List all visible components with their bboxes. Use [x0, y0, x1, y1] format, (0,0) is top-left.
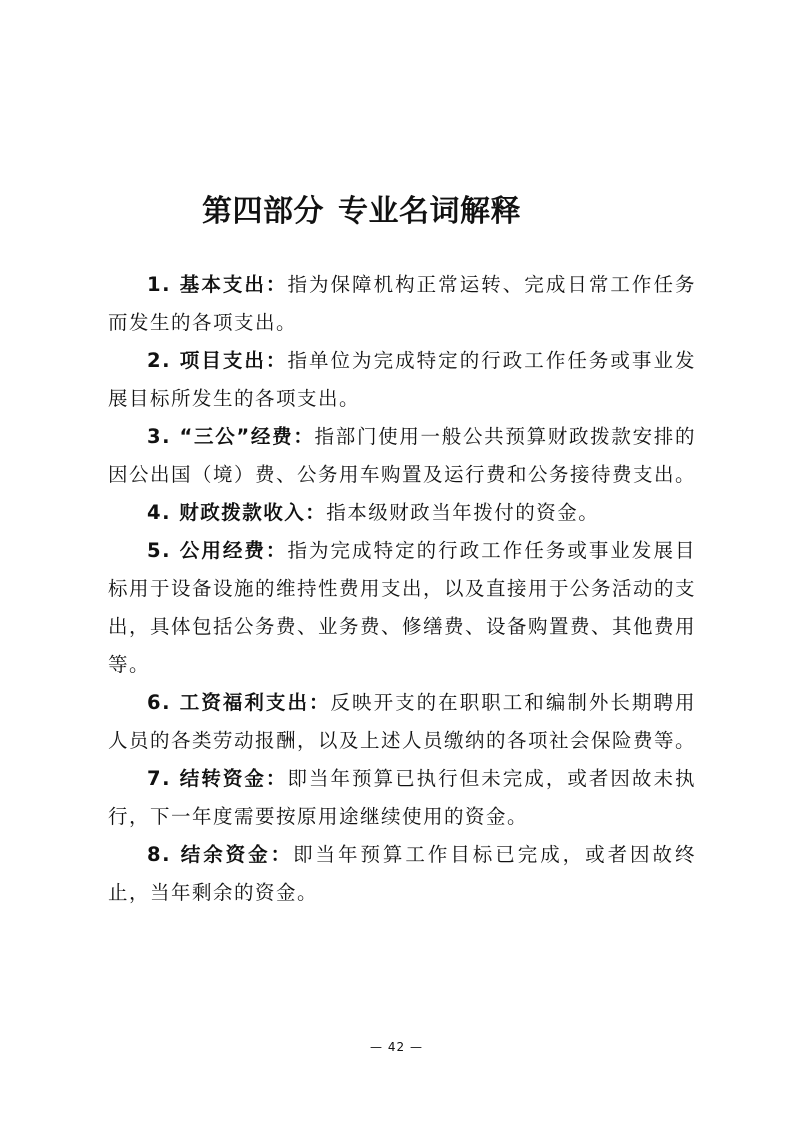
- definition-text: 指本级财政当年拨付的资金。: [326, 501, 600, 524]
- definition-term: 7. 结转资金：: [147, 767, 288, 790]
- definition-term: 1. 基本支出：: [147, 273, 288, 296]
- page-number: — 42 —: [370, 1040, 423, 1054]
- definition-term: 8. 结余资金：: [147, 843, 294, 866]
- title-subject: 专业名词解释: [338, 194, 521, 230]
- definition-item: [108, 532, 696, 684]
- definition-term: 6. 工资福利支出：: [147, 691, 331, 714]
- definition-text: 指为完成特定的行政工作任务或事业发展目标用于设备设施的维持性费用支出，以及直接用于公务活动的支出，具体包括公务费、业务费、修缮费、设备购置费、其他费用等。: [108, 539, 697, 676]
- page-title: [202, 186, 521, 230]
- definition-item: [108, 342, 696, 418]
- definition-item: [108, 760, 696, 836]
- definition-item: [108, 266, 696, 342]
- definition-text: 指为保障机构正常运转、完成日常工作任务而发生的各项支出。: [108, 273, 696, 334]
- definition-text: 即当年预算工作目标已完成，或者因故终止，当年剩余的资金。: [108, 843, 696, 904]
- definition-text: 指部门使用一般公共预算财政拨款安排的因公出国（境）费、公务用车购置及运行费和公务接待费支出。: [108, 425, 697, 486]
- definition-item: [108, 418, 696, 494]
- definition-item: [108, 494, 696, 532]
- definition-term: 3. “三公”经费：: [147, 425, 315, 448]
- definition-term: 5. 公用经费：: [147, 539, 288, 562]
- definition-item: [108, 836, 696, 912]
- definition-term: 4. 财政拨款收入：: [147, 501, 327, 524]
- definition-item: [108, 684, 696, 760]
- definition-text: 反映开支的在职职工和编制外长期聘用人员的各类劳动报酬，以及上述人员缴纳的各项社会保险费等。: [108, 691, 697, 752]
- definition-text: 指单位为完成特定的行政工作任务或事业发展目标所发生的各项支出。: [108, 349, 696, 410]
- definition-list: [108, 266, 696, 912]
- definition-text: 即当年预算已执行但未完成，或者因故未执行，下一年度需要按原用途继续使用的资金。: [108, 767, 696, 828]
- title-part: 第四部分: [202, 194, 324, 230]
- definition-term: 2. 项目支出：: [147, 349, 288, 372]
